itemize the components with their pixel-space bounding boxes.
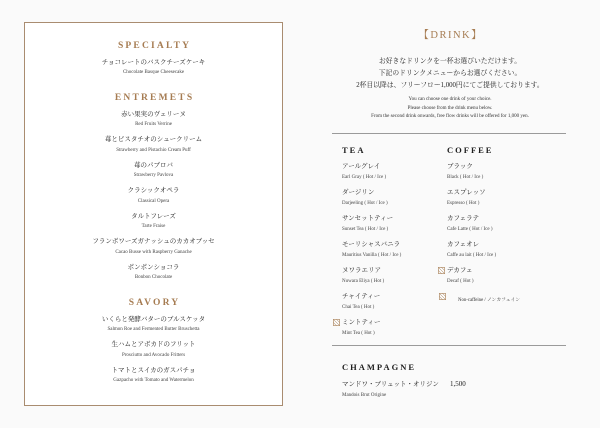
drink-item (447, 240, 567, 266)
drink-item (342, 162, 442, 188)
drink-item (447, 188, 567, 214)
drink-name-en: Black ( Hot / Ice ) (447, 174, 484, 180)
drink-name-en: Cafe Latte ( Hot / Ice ) (447, 226, 493, 232)
drink-name-en: Espresso ( Hot ) (447, 200, 480, 206)
intro-english (330, 96, 570, 122)
drink-item (342, 318, 442, 344)
drink-name-ja: モーリシャスバニラ (342, 240, 401, 248)
item-name-en: Strawberry Pavlova (133, 173, 174, 178)
drink-menu-page (330, 0, 570, 428)
divider (332, 345, 566, 346)
drink-item (447, 266, 567, 292)
drink-item (342, 214, 442, 240)
champagne-item (342, 380, 542, 399)
menu-item (25, 340, 282, 366)
section-title: SPECIALTY (117, 41, 192, 51)
item-name-en: Strawberry and Pistachio Cream Puff (116, 147, 191, 153)
non-caffeine-icon (438, 267, 445, 274)
item-name-ja: トマトとスイカのガスパチョ (111, 366, 196, 374)
section-title: ENTREMETS (114, 93, 195, 103)
drink-name-en: Sunset Tea ( Hot / Ice ) (342, 226, 389, 232)
drink-name-en: Caffe au lait ( Hot / Ice ) (447, 252, 497, 258)
item-name-en: Red Fruits Verrine (135, 122, 172, 127)
item-name-en: Salmon Roe and Fermented Butter Bruschetta (107, 327, 200, 332)
drink-name-ja: ヌワラエリア (342, 266, 381, 274)
drink-name-ja: デカフェ (447, 266, 473, 274)
drink-name-ja: チャイティー (342, 292, 381, 300)
item-name-en: Gazpacho with Tomato and Watermelon (113, 378, 194, 383)
menu-item (25, 212, 282, 238)
drink-item (342, 292, 442, 318)
item-name-ja: クラシックオペラ (127, 187, 180, 194)
drink-name-ja: サンセットティー (342, 214, 394, 222)
drink-name-ja: ブラック (447, 162, 473, 170)
divider (332, 133, 566, 134)
item-name-ja: 苺のパブロバ (134, 161, 173, 169)
menu-item (25, 186, 282, 212)
drink-name-ja: エスプレッソ (447, 188, 486, 196)
drink-item (342, 266, 442, 292)
intro-line: 下記のドリンクメニューからお選びください。 (378, 70, 522, 77)
item-name-ja: タルトフレーズ (131, 212, 176, 220)
item-name-en: Bonbon Chocolate (134, 275, 173, 280)
drink-item (447, 162, 567, 188)
item-name-ja: 赤い果実のヴェリーヌ (121, 110, 186, 118)
item-name-en: Cacao Busse with Raspberry Ganache (115, 249, 192, 255)
tea-heading: TEA (342, 145, 366, 155)
item-name-ja: フランボワーズガナッシュのカカオブッセ (92, 238, 215, 245)
drink-name-en: Mandois Brut Origine (342, 392, 387, 398)
drink-title: 【DRINK】 (418, 30, 484, 41)
section-specialty (25, 40, 282, 83)
item-name-ja: チョコレートのバスクチーズケーキ (101, 58, 206, 66)
drink-item (342, 240, 442, 266)
non-caffeine-icon (333, 319, 340, 326)
non-caffeine-icon (439, 293, 446, 300)
menu-item (25, 237, 282, 263)
item-name-en: Classical Opera (137, 198, 170, 204)
intro-line: You can choose one drink of your choice. (408, 97, 492, 102)
drink-name-en: Mauritius Vanilla ( Hot / Ice ) (342, 252, 402, 258)
item-name-en: Tarte Fraise (141, 224, 166, 229)
item-name-ja: いくらと発酵バターのブルスケッタ (101, 315, 206, 323)
drink-name-ja: カフェオレ (447, 240, 480, 248)
section-entremets (25, 92, 282, 288)
menu-item (25, 161, 282, 187)
menu-item (25, 366, 282, 392)
champagne-heading: CHAMPAGNE (342, 362, 417, 372)
drink-name-ja: アールグレイ (342, 162, 381, 170)
legend-label: Non-caffeine / ノンカフェイン (458, 297, 521, 303)
intro-line: Please choose from the drink menu below. (407, 105, 493, 111)
food-menu-page (24, 22, 283, 406)
drink-name-ja: マンドワ・ブリュット・オリジン (342, 380, 439, 388)
drink-name-ja: ダージリン (342, 188, 375, 196)
drink-name-en: Chai Tea ( Hot ) (342, 304, 375, 310)
menu-item (25, 315, 282, 341)
drink-name-en: Darjeeling ( Hot / Ice ) (342, 200, 388, 206)
tea-list (342, 162, 442, 344)
non-caffeine-legend (447, 292, 567, 301)
intro-line: お好きなドリンクを一杯お選びいただけます。 (378, 58, 522, 65)
drink-name-en: Nuwara Eliya ( Hot ) (342, 278, 385, 284)
drink-item (447, 214, 567, 240)
item-name-ja: 苺とピスタチオのシュークリーム (104, 136, 203, 143)
menu-item (25, 110, 282, 136)
item-name-ja: 生ハムとアボカドのフリット (111, 341, 196, 348)
intro-line: 2杯目以降は、フリーフロー1,000円にてご提供しております。 (356, 82, 544, 89)
menu-item (25, 135, 282, 161)
section-title: SAVORY (128, 298, 181, 308)
item-name-en: Chocolate Basque Cheesecake (122, 70, 185, 75)
drink-name-ja: カフェラテ (447, 214, 480, 222)
intro-japanese (330, 56, 570, 92)
drink-name-en: Decaf ( Hot ) (447, 278, 474, 284)
section-savory (25, 297, 282, 391)
item-name-en: Prosciutto and Avocado Fritters (121, 352, 186, 358)
menu-item (25, 263, 282, 289)
drink-name-en: Mint Tea ( Hot ) (342, 330, 375, 336)
price: 1,500 (450, 379, 466, 388)
coffee-list (447, 162, 567, 301)
drink-item (342, 188, 442, 214)
drink-name-en: Earl Gray ( Hot / Ice ) (342, 174, 387, 180)
drink-name-ja: ミントティー (342, 318, 381, 326)
intro-line: From the second drink onwards, free flow drinks will be offered for 1,000 yen. (371, 114, 529, 119)
menu-item (25, 58, 282, 84)
coffee-heading: COFFEE (447, 145, 494, 155)
item-name-ja: ボンボンショコラ (127, 263, 180, 271)
